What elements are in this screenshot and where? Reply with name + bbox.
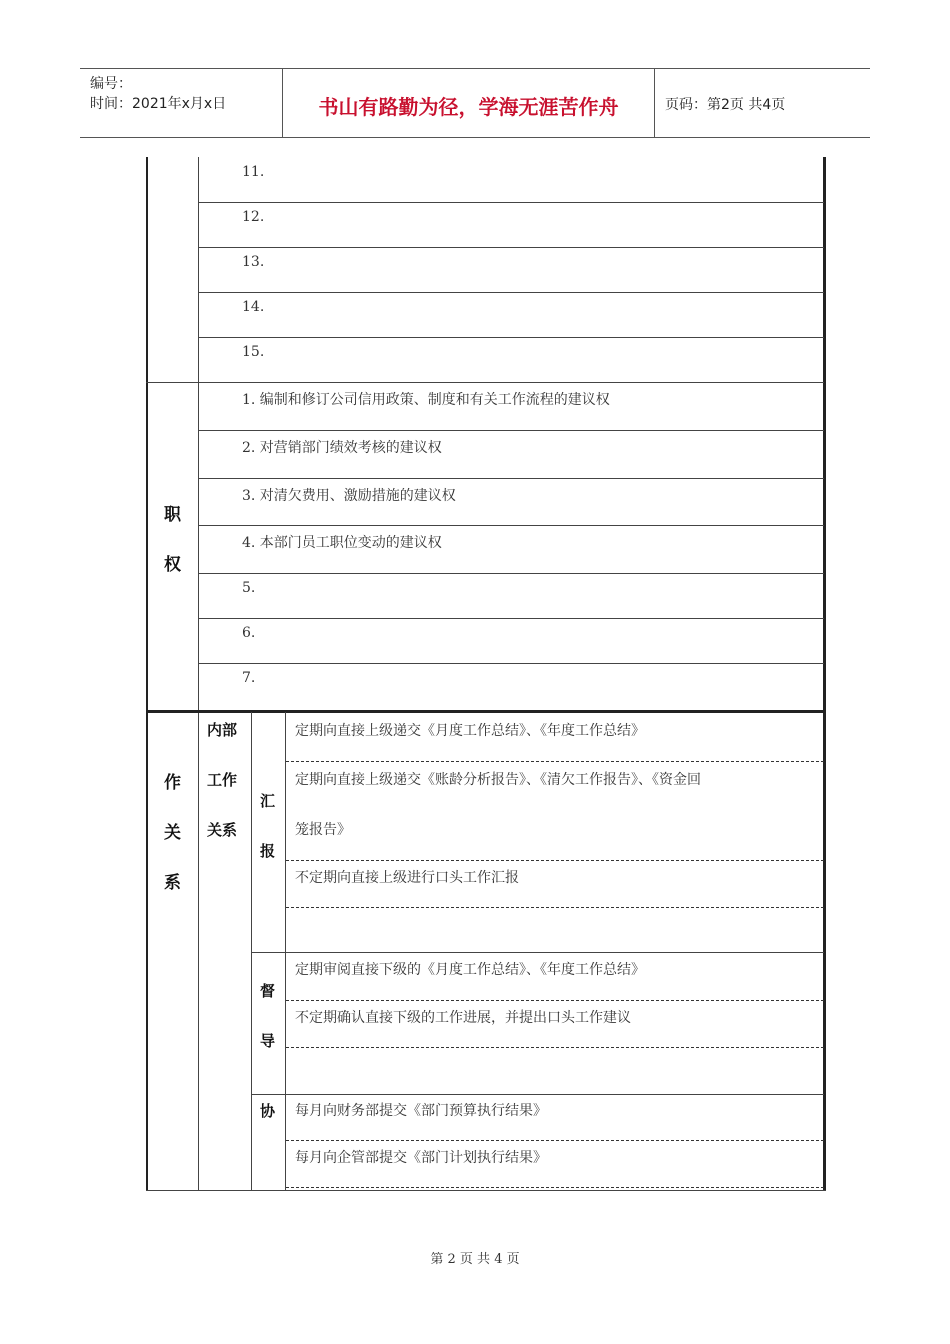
page-footer: 第 2 页 共 4 页 <box>430 1252 520 1267</box>
coordinate-item: 每月向财务部提交《部门预算执行结果》 <box>295 1103 547 1119</box>
internal-label-1: 内部 <box>207 721 238 739</box>
authority-item: 5. <box>242 580 256 596</box>
authority-item: 4. 本部门员工职位变动的建议权 <box>242 535 442 551</box>
list-item: 11. <box>242 164 265 180</box>
authority-label-1: 职 <box>164 505 181 525</box>
supervise-item: 不定期确认直接下级的工作进展，并提出口头工作建议 <box>295 1010 631 1026</box>
list-item: 15. <box>242 344 265 360</box>
report-item: 笼报告》 <box>295 822 351 838</box>
table-right-border <box>823 157 826 1190</box>
relations-label-3: 系 <box>164 873 181 893</box>
relations-label-2: 关 <box>164 823 181 843</box>
authority-item: 1. 编制和修订公司信用政策、制度和有关工作流程的建议权 <box>242 392 610 408</box>
label-column-divider <box>198 157 199 1190</box>
type-column-divider <box>285 712 286 1190</box>
authority-item: 2. 对营销部门绩效考核的建议权 <box>242 440 442 456</box>
authority-label-2: 权 <box>164 555 181 575</box>
report-label-2: 报 <box>260 842 276 860</box>
list-item: 13. <box>242 254 265 270</box>
table-left-border <box>146 157 148 1190</box>
internal-label-2: 工作 <box>207 771 238 789</box>
relations-label-1: 作 <box>164 773 181 793</box>
report-item: 不定期向直接上级进行口头工作汇报 <box>295 870 519 886</box>
header-page-label: 页码：第2页 共4页 <box>665 97 786 113</box>
header-meta-cell <box>80 69 283 137</box>
authority-item: 3. 对清欠费用、激励措施的建议权 <box>242 488 456 504</box>
header-page-cell <box>654 69 871 137</box>
doc-number-label: 编号： <box>90 76 132 92</box>
internal-label-3: 关系 <box>207 821 238 839</box>
coordinate-item: 每月向企管部提交《部门计划执行结果》 <box>295 1150 547 1166</box>
report-item: 定期向直接上级递交《账龄分析报告》、《清欠工作报告》、《资金回 <box>295 772 701 788</box>
supervise-label-1: 督 <box>260 982 276 1000</box>
supervise-item: 定期审阅直接下级的《月度工作总结》、《年度工作总结》 <box>295 962 645 978</box>
list-item: 14. <box>242 299 265 315</box>
report-item: 定期向直接上级递交《月度工作总结》、《年度工作总结》 <box>295 723 645 739</box>
table-bottom-border <box>146 1190 826 1191</box>
doc-time-label: 时间：2021年x月x日 <box>90 96 227 112</box>
internal-column-divider <box>251 712 252 1190</box>
supervise-label-2: 导 <box>260 1032 276 1050</box>
authority-item: 7. <box>242 670 256 686</box>
coordinate-label-1: 协 <box>260 1102 276 1120</box>
list-item: 12. <box>242 209 265 225</box>
header-motto: 书山有路勤为径，学海无涯苦作舟 <box>318 95 619 119</box>
report-label-1: 汇 <box>260 792 276 810</box>
page-header <box>80 68 870 138</box>
section-divider <box>146 710 824 713</box>
authority-item: 6. <box>242 625 256 641</box>
